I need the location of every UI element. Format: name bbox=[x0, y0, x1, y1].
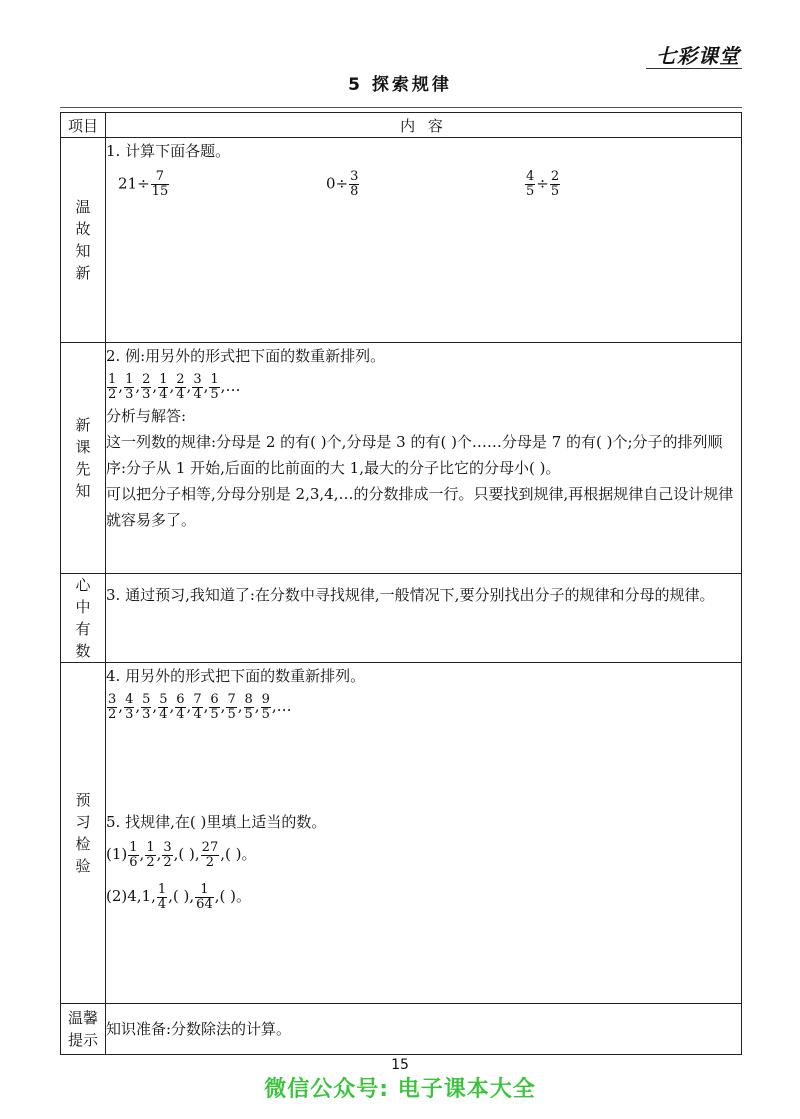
page-number: 15 bbox=[391, 1057, 409, 1073]
section-label bbox=[61, 574, 106, 663]
numerator: 8 bbox=[244, 691, 253, 707]
numerator: 5 bbox=[159, 691, 168, 707]
sequence-fraction bbox=[124, 693, 134, 722]
denominator: 4 bbox=[157, 896, 167, 912]
ellipsis: … bbox=[225, 377, 241, 395]
section-body bbox=[106, 663, 742, 1004]
sequence-fraction bbox=[226, 693, 236, 722]
sequence-fraction bbox=[209, 693, 219, 722]
expression-2 bbox=[326, 170, 360, 199]
question-2: 2. 例:用另外的形式把下面的数重新排列。 bbox=[106, 347, 386, 365]
fraction bbox=[128, 841, 138, 870]
denominator: 5 bbox=[244, 706, 253, 722]
sequence-fraction bbox=[124, 373, 134, 402]
sequence-fraction bbox=[107, 693, 117, 722]
analysis-title: 分析与解答: bbox=[106, 407, 187, 425]
section-new bbox=[61, 343, 742, 574]
numerator: 2 bbox=[142, 371, 151, 387]
section-label-text: 心中有数 bbox=[75, 576, 91, 660]
numerator: 1 bbox=[146, 839, 155, 855]
answer-blank[interactable]: ,( )。 bbox=[220, 845, 257, 863]
denominator: 4 bbox=[176, 706, 185, 722]
answer-blank[interactable]: ,( ), bbox=[168, 887, 195, 905]
section-practice bbox=[61, 663, 742, 1004]
ellipsis: … bbox=[276, 697, 292, 715]
numerator: 1 bbox=[159, 371, 168, 387]
comma: , bbox=[203, 377, 209, 395]
fraction-sequence bbox=[106, 369, 741, 403]
sequence-fraction bbox=[141, 373, 151, 402]
denominator: 4 bbox=[193, 386, 202, 402]
numerator: 7 bbox=[193, 691, 202, 707]
brand-underline bbox=[646, 68, 742, 69]
denominator: 6 bbox=[129, 854, 138, 870]
numerator: 3 bbox=[350, 169, 359, 184]
analysis-paragraph-1: 这一列数的规律:分母是 2 的有( )个,分母是 3 的有( )个……分母是 7 的有( )个;分子的排列顺序:分子从 1 开始,后面的比前面的大 1,最大的分子比它的分母小( )。 bbox=[106, 433, 723, 477]
header-content: 内 容 bbox=[106, 113, 742, 138]
numerator: 4 bbox=[526, 169, 535, 184]
comma: , bbox=[271, 697, 277, 715]
numerator: 3 bbox=[108, 691, 117, 707]
sequence-fraction bbox=[175, 693, 185, 722]
numerator: 1 bbox=[108, 371, 117, 387]
section-body bbox=[106, 574, 742, 663]
fraction-sequence bbox=[106, 689, 741, 723]
expression-1 bbox=[118, 170, 170, 199]
numerator: 1 bbox=[157, 881, 167, 897]
comma: , bbox=[135, 697, 141, 715]
sequence-fraction bbox=[158, 373, 168, 402]
numerator: 5 bbox=[142, 691, 151, 707]
section-tips bbox=[61, 1004, 742, 1055]
sequence-fraction bbox=[158, 693, 168, 722]
expression-3 bbox=[524, 170, 561, 199]
comma: , bbox=[169, 697, 175, 715]
section-label bbox=[61, 663, 106, 1004]
numerator: 1 bbox=[129, 839, 138, 855]
denominator: 15 bbox=[151, 184, 169, 199]
numerator: 1 bbox=[195, 883, 214, 898]
section-body bbox=[106, 343, 742, 574]
fraction bbox=[151, 170, 170, 199]
comma: , bbox=[118, 377, 124, 395]
question-1: 1. 计算下面各题。 bbox=[106, 142, 231, 160]
numerator: 4 bbox=[125, 691, 134, 707]
comma: , bbox=[237, 697, 243, 715]
comma: , bbox=[203, 697, 209, 715]
denominator: 4 bbox=[159, 386, 168, 402]
comma: , bbox=[186, 377, 192, 395]
problem-5-1: (1) $\frac{1}{6}$ , $\frac{1}{2}$ , $\frac{3}{2}$ ,( ), $\frac{27}{2}$ ,( )。 bbox=[106, 839, 257, 870]
denominator: 3 bbox=[142, 386, 151, 402]
section-label bbox=[61, 343, 106, 574]
comma: , bbox=[186, 697, 192, 715]
fraction bbox=[525, 170, 535, 199]
sequence-fraction bbox=[192, 693, 202, 722]
section-body bbox=[106, 138, 742, 343]
watermark: 微信公众号: 电子课本大全 bbox=[264, 1077, 536, 1102]
denominator: 2 bbox=[146, 854, 155, 870]
divide-sign: ÷ bbox=[335, 174, 349, 193]
header-row bbox=[61, 113, 742, 138]
fraction bbox=[195, 883, 214, 912]
sequence-fraction bbox=[141, 693, 151, 722]
numerator: 9 bbox=[261, 691, 270, 707]
numerator: 1 bbox=[210, 371, 219, 387]
numerator: 2 bbox=[550, 169, 560, 184]
denominator: 3 bbox=[125, 386, 134, 402]
expr-int: 21 bbox=[118, 174, 138, 193]
question-5: 5. 找规律,在( )里填上适当的数。 bbox=[106, 813, 327, 831]
comma: , bbox=[152, 377, 158, 395]
comma: , bbox=[220, 377, 226, 395]
sequence-fraction bbox=[175, 373, 185, 402]
numerator: 1 bbox=[125, 371, 134, 387]
numerator: 3 bbox=[163, 839, 172, 855]
denominator: 4 bbox=[176, 386, 185, 402]
section-label bbox=[61, 138, 106, 343]
denominator: 4 bbox=[193, 706, 202, 722]
denominator: 2 bbox=[108, 706, 117, 722]
sequence-fraction bbox=[244, 693, 254, 722]
sequence-fraction bbox=[209, 373, 219, 402]
sequence-fraction bbox=[107, 373, 117, 402]
denominator: 3 bbox=[142, 706, 151, 722]
tips-text: 知识准备:分数除法的计算。 bbox=[106, 1020, 292, 1038]
denominator: 64 bbox=[196, 896, 213, 912]
fraction bbox=[349, 170, 359, 199]
question-4: 4. 用另外的形式把下面的数重新排列。 bbox=[106, 667, 366, 685]
fraction bbox=[157, 883, 167, 912]
problem-prefix: (2)4,1, bbox=[106, 887, 156, 905]
denominator: 2 bbox=[163, 854, 172, 870]
header-item: 项目 bbox=[61, 113, 106, 138]
comma: , bbox=[169, 377, 175, 395]
denominator: 2 bbox=[205, 854, 215, 870]
worksheet-table bbox=[60, 112, 742, 1055]
denominator: 5 bbox=[227, 706, 236, 722]
section-label bbox=[61, 1004, 106, 1055]
comma: , bbox=[135, 377, 141, 395]
problem-5-2 bbox=[106, 879, 741, 913]
section-mind bbox=[61, 574, 742, 663]
section-body bbox=[106, 1004, 742, 1055]
section-label-text: 温馨提示 bbox=[67, 1009, 98, 1049]
section-review bbox=[61, 138, 742, 343]
section-label-text: 新课先知 bbox=[75, 416, 91, 500]
brand-logo: 七彩课堂 bbox=[656, 44, 740, 68]
section-label-text: 预习检验 bbox=[75, 791, 91, 875]
divide-sign: ÷ bbox=[536, 174, 549, 193]
numerator: 6 bbox=[210, 691, 219, 707]
title-divider bbox=[60, 107, 742, 108]
denominator: 8 bbox=[350, 184, 359, 199]
fraction bbox=[550, 170, 560, 199]
answer-blank[interactable]: ,( ), bbox=[173, 845, 200, 863]
numerator: 7 bbox=[151, 170, 170, 185]
numerator: 3 bbox=[193, 371, 202, 387]
page-title: 5 探索规律 bbox=[348, 75, 452, 95]
numerator: 6 bbox=[176, 691, 185, 707]
answer-space bbox=[106, 723, 741, 809]
denominator: 5 bbox=[526, 184, 535, 199]
comma: , bbox=[220, 697, 226, 715]
sequence-fraction bbox=[192, 373, 202, 402]
comma: , bbox=[254, 697, 260, 715]
analysis-paragraph-2: 可以把分子相等,分母分别是 2,3,4,…的分数排成一行。只要找到规律,再根据规律自己设计规律就容易多了。 bbox=[106, 485, 734, 529]
denominator: 5 bbox=[210, 386, 219, 402]
comma: , bbox=[152, 697, 158, 715]
fraction bbox=[145, 841, 155, 870]
numerator: 2 bbox=[176, 371, 185, 387]
expressions-row bbox=[106, 166, 741, 206]
numerator: 27 bbox=[201, 839, 219, 855]
divide-sign: ÷ bbox=[137, 174, 150, 193]
numerator: 7 bbox=[227, 691, 236, 707]
comma: , bbox=[118, 697, 124, 715]
sequence-fraction bbox=[261, 693, 271, 722]
denominator: 2 bbox=[108, 386, 117, 402]
section-label-text: 温故知新 bbox=[75, 198, 91, 282]
fraction bbox=[162, 841, 172, 870]
question-3: 3. 通过预习,我知道了:在分数中寻找规律,一般情况下,要分别找出分子的规律和分母的规律。 bbox=[106, 586, 715, 604]
denominator: 4 bbox=[159, 706, 168, 722]
expr-int: 0 bbox=[326, 174, 336, 193]
problem-prefix: (1) bbox=[106, 845, 128, 863]
fraction bbox=[201, 841, 220, 870]
denominator: 5 bbox=[261, 706, 270, 722]
denominator: 5 bbox=[210, 706, 219, 722]
denominator: 5 bbox=[550, 184, 560, 199]
answer-blank[interactable]: ,( )。 bbox=[214, 887, 251, 905]
denominator: 3 bbox=[125, 706, 134, 722]
